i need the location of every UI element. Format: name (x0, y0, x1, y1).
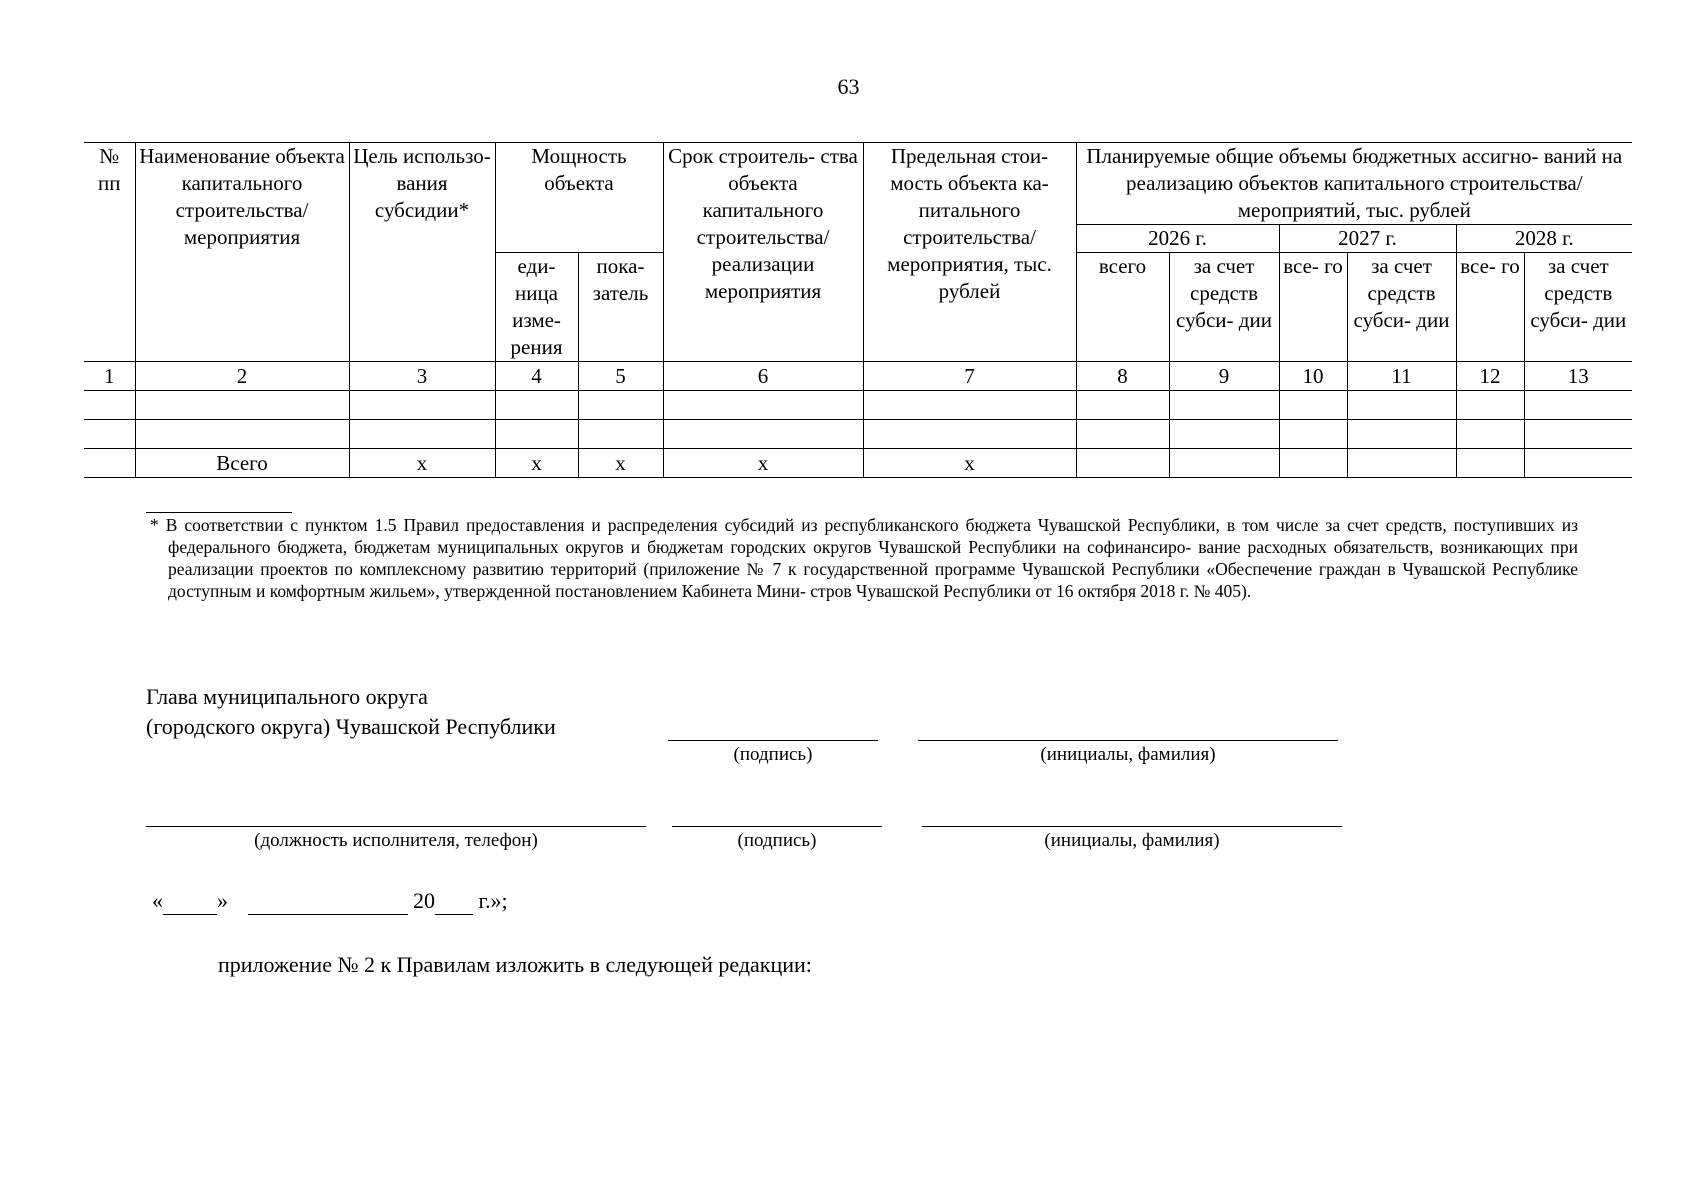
date-year-prefix: 20 (413, 888, 435, 913)
header-number: № пп (84, 143, 135, 362)
head-signature-line (668, 740, 878, 741)
head-name-caption: (инициалы, фамилия) (1040, 744, 1216, 765)
total-label: Всего (135, 449, 349, 478)
date-close-quote: » (217, 888, 228, 913)
total-mark: х (863, 449, 1076, 478)
date-open-quote: « (152, 888, 163, 913)
table-row (84, 420, 1632, 449)
budget-table (84, 142, 1632, 478)
column-number: 1 (84, 362, 135, 391)
header-purpose: Цель использо- вания субсидии* (349, 143, 495, 362)
column-number: 8 (1076, 362, 1169, 391)
page-number: 63 (837, 74, 860, 99)
column-number: 4 (495, 362, 578, 391)
day-blank (163, 888, 217, 915)
date-line (152, 888, 508, 915)
header-object-name: Наименование объекта капитального строительства/ мероприятия (135, 143, 349, 362)
head-title-line1: Глава муниципального округа (146, 684, 428, 709)
column-number: 13 (1524, 362, 1632, 391)
column-number: 10 (1279, 362, 1347, 391)
header-year-2026: 2026 г. (1076, 225, 1279, 253)
column-number: 2 (135, 362, 349, 391)
header-power: Мощность объекта (495, 143, 663, 253)
column-number: 12 (1456, 362, 1524, 391)
total-mark: х (495, 449, 578, 478)
final-text: приложение № 2 к Правилам изложить в следующей редакции: (218, 952, 812, 977)
executor-name-caption: (инициалы, фамилия) (1044, 830, 1220, 851)
column-number: 7 (863, 362, 1076, 391)
header-2028-total: все- го (1456, 253, 1524, 362)
date-year-suffix: г.»; (478, 888, 508, 913)
header-2027-subsidy: за счет средств субси- дии (1347, 253, 1456, 362)
total-mark: х (578, 449, 663, 478)
head-title-line2: (городского округа) Чувашской Республики (146, 714, 556, 739)
executor-caption: (должность исполнителя, телефон) (254, 830, 538, 851)
column-number: 6 (663, 362, 863, 391)
header-power-value: пока- затель (578, 253, 663, 362)
header-year-2028: 2028 г. (1456, 225, 1632, 253)
head-name-line (918, 740, 1338, 741)
column-number: 11 (1347, 362, 1456, 391)
month-blank (248, 888, 408, 915)
year-blank (435, 888, 473, 915)
executor-line (146, 826, 646, 827)
header-max-cost: Предельная стои- мость объекта ка- питального строительства/ мероприятия, тыс. рублей (863, 143, 1076, 362)
header-2027-total: все- го (1279, 253, 1347, 362)
footnote-divider (146, 512, 292, 513)
column-number: 3 (349, 362, 495, 391)
head-title (146, 682, 556, 742)
total-row (84, 449, 1632, 478)
head-signature-caption: (подпись) (733, 744, 813, 765)
header-power-unit: еди- ница изме- рения (495, 253, 578, 362)
column-number-row (84, 362, 1632, 391)
header-construction-period: Срок строитель- ства объекта капитального строительства/ реализации мероприятия (663, 143, 863, 362)
column-number: 5 (578, 362, 663, 391)
footnote: * В соответствии с пунктом 1.5 Правил предоставления и распределения субсидий из республиканского бюджета Чувашской Республики, в том числе за счет средств, поступивших из федерального бюджета, бюджетам муниципальных округов и бюджетам городских округов Чувашской Республики на софинансиро- вание расходных обязательств, возникающих при реализации проектов по комплексному развитию территорий (приложение № 7 к государственной программе Чувашской Республики «Обеспечение граждан в Чувашской Республике доступным и комфортным жильем», утвержденной постановлением Кабинета Мини- стров Чувашской Республики от 16 октября 2018 г. № 405). (150, 515, 1578, 601)
executor-name-line (922, 826, 1342, 827)
header-2026-subsidy: за счет средств субси- дии (1169, 253, 1279, 362)
total-mark: х (349, 449, 495, 478)
table-row (84, 391, 1632, 420)
executor-signature-caption: (подпись) (737, 830, 817, 851)
header-2026-total: всего (1076, 253, 1169, 362)
executor-signature-line (672, 826, 882, 827)
header-year-2027: 2027 г. (1279, 225, 1456, 253)
column-number: 9 (1169, 362, 1279, 391)
header-2028-subsidy: за счет средств субси- дии (1524, 253, 1632, 362)
total-mark: х (663, 449, 863, 478)
header-planned-volumes: Планируемые общие объемы бюджетных ассигно- ваний на реализацию объектов капитального строительства/мероприятий, тыс. рублей (1076, 143, 1632, 225)
